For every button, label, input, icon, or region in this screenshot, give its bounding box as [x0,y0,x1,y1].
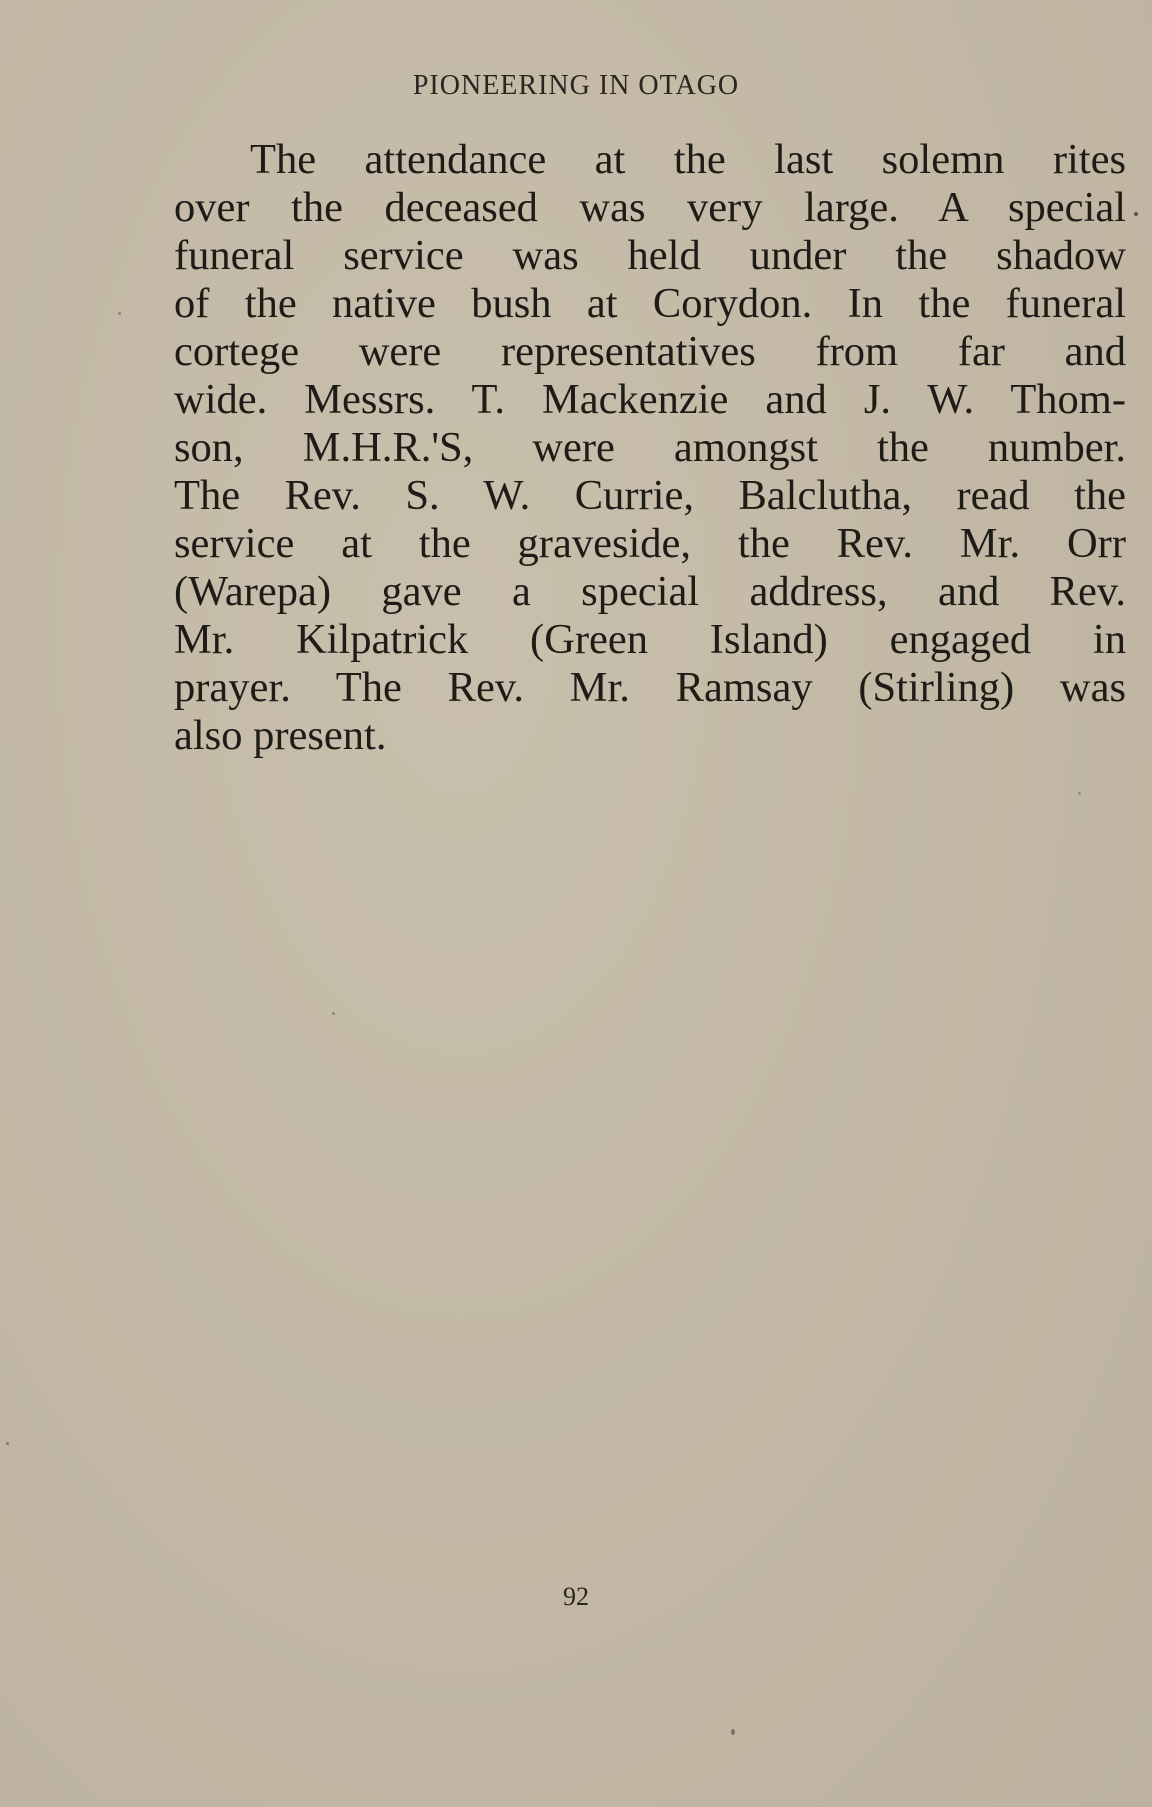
paper-speck [332,1012,335,1015]
text-line: wide. Messrs. T. Mackenzie and J. W. Thom- [174,376,1126,423]
text-line: service at the graveside, the Rev. Mr. Orr [174,520,1126,567]
text-line: The attendance at the last solemn rites [250,136,1126,183]
text-line: (Warepa) gave a special address, and Rev. [174,568,1126,615]
text-line: Mr. Kilpatrick (Green Island) engaged in [174,616,1126,663]
text-line: of the native bush at Corydon. In the funeral [174,280,1126,327]
paper-speck [731,1729,735,1735]
text-line: prayer. The Rev. Mr. Ramsay (Stirling) was [174,664,1126,711]
text-line: The Rev. S. W. Currie, Balclutha, read the [174,472,1126,519]
paper-speck [118,312,121,315]
text-line: over the deceased was very large. A special [174,184,1126,231]
text-line: also present. [174,712,387,759]
paper-speck [1134,212,1138,216]
text-line: son, M.H.R.'S, were amongst the number. [174,424,1126,471]
page-number: 92 [563,1582,589,1611]
text-line: cortege were representatives from far and [174,328,1126,375]
paper-speck [1078,792,1081,795]
paper-speck [6,1442,9,1445]
running-head: PIONEERING IN OTAGO [412,70,740,101]
text-line: funeral service was held under the shadow [174,232,1126,279]
body-paragraph [174,136,1126,760]
